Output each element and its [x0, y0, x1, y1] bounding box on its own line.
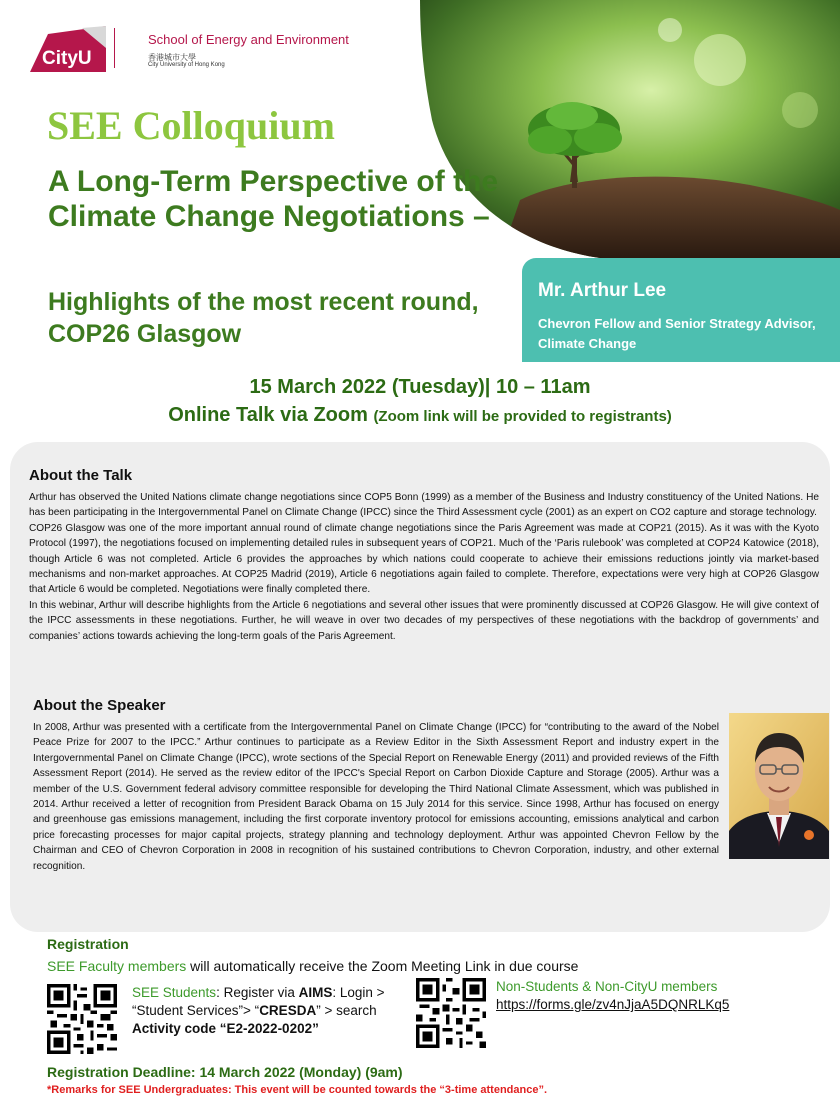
students-qr-code-icon[interactable] — [47, 984, 117, 1054]
about-talk-paragraph: In this webinar, Arthur will describe highlights from the Article 6 negotiations and several other issues that were prominently discussed at COP26 Glasgow. He will give context of the IPCC assessments in these negotiations. Further, he will weave in over two decades of my perspectives of these negotiations with the backdrop of governments’ and companies’ actions towards achieving the long-term goals of the Paris Agreement. — [29, 599, 819, 642]
aims-label: AIMS — [298, 985, 333, 1000]
cityu-logo-mark — [30, 26, 106, 72]
cityu-logo — [30, 20, 349, 72]
about-talk-paragraph: COP26 Glasgow was one of the more important annual round of climate change negotiations since the Paris Agreement was made at COP21 (2015). As it was with the Kyoto Protocol (1997), the negotiations focused on implementing detailed rules in subsequent years of COP21. Much of the ‘Paris rulebook’ was completed at COP24 Katowice (2018), though Article 6 was not completed. Article 6 provides the approaches by which nations could cooperate to achieve their emissions reductions jointly via market-based mechanisms and non-market approaches. At COP25 Madrid (2019), Article 6 negotiations again failed to complete. Therefore, expectations were very high at COP26 Glasgow that Article 6 would be completed. Negotiations were finally completed there. — [29, 522, 819, 596]
school-name: School of Energy and Environment — [148, 32, 349, 47]
non-students-registration — [496, 978, 816, 1014]
event-date-time: 15 March 2022 (Tuesday)| 10 – 11am — [249, 376, 591, 398]
talk-subtitle: Highlights of the most recent round, COP26 Glasgow — [48, 288, 479, 348]
about-speaker-body: In 2008, Arthur was presented with a certificate from the Intergovernmental Panel on Climate Change (IPCC) for “contributing to the award of the Nobel Peace Prize for 2007 to the IPCC.” Arthur continues to participate as a Review Editor in the Sixth Assessment Report and industry expert in the Intergovernmental Panel on Climate Change (IPCC), wrote sections of the Special Report on Renewable Energy (2011) and provided reviews of the Fifth Assessment Report (2014). He served as the review editor of the IPCC's Special Report on Carbon Dioxide Capture and Storage (2005). Arthur was a member of the U.S. Government federal advisory committee responsible for developing the Third National Climate Assessment, which was published in 2014. Arthur received a letter of recognition from President Barack Obama on 15 July 2014 for this service. Since 1998, Arthur has focused on energy and greenhouse gas emissions management, including the first corporate inventory protocol for emissions accounting, emissions analytical and carbon price forecasting processes for major capital projects, strategy planning and technology deployment. Arthur was appointed Chevron Fellow by the Chairman and CEO of Chevron Corporation in 2008 in recognition of his sustained contributions to Chevron Corporation, industry, and other external recognition. — [33, 722, 719, 872]
university-name-en: City University of Hong Kong — [148, 62, 225, 68]
students-label: SEE Students — [132, 985, 217, 1000]
university-name-zh: 香港城市大學 — [148, 53, 196, 62]
about-talk-paragraph: Arthur has observed the United Nations climate change negotiations since COP5 Bonn (1999) as a member of the Business and Industry constituency of the United Nations. He has been participating in the Intergovernmental Panel on Climate Change (IPCC) since the Third Assessment cycle (2001) as an expert on CO2 capture and storage technology. — [29, 492, 819, 519]
activity-code: Activity code “E2-2022-0202” — [132, 1021, 319, 1036]
about-talk-heading: About the Talk — [29, 467, 133, 484]
non-students-label: Non-Students & Non-CityU members — [496, 979, 718, 994]
students-text-1: : Register via — [216, 985, 299, 1000]
about-speaker-heading: About the Speaker — [33, 697, 166, 714]
speaker-name: Mr. Arthur Lee — [538, 280, 667, 301]
logo-divider — [114, 28, 115, 68]
faculty-label: SEE Faculty members — [47, 958, 187, 974]
students-text-3: ” > search — [316, 1003, 377, 1018]
students-registration — [132, 984, 402, 1038]
students-text-2: : Login > “Student Services”> “ — [132, 985, 385, 1018]
registration-deadline: Registration Deadline: 14 March 2022 (Monday) (9am) — [47, 1064, 403, 1080]
undergraduate-remarks: *Remarks for SEE Undergraduates: This event will be counted towards the “3-time attendance”. — [47, 1084, 548, 1096]
faculty-registration-note — [47, 958, 578, 974]
speaker-role: Chevron Fellow and Senior Strategy Advisor, Climate Change — [538, 316, 816, 351]
series-title: SEE Colloquium — [47, 103, 335, 148]
speaker-photo — [729, 713, 829, 859]
faculty-text: will automatically receive the Zoom Meeting Link in due course — [186, 958, 579, 974]
zoom-link-note: (Zoom link will be provided to registrants) — [373, 408, 672, 425]
registration-heading: Registration — [47, 936, 129, 952]
cresda-label: CRESDA — [259, 1003, 317, 1018]
speaker-box — [522, 258, 840, 362]
non-students-qr-code-icon[interactable] — [416, 978, 486, 1048]
talk-title: A Long-Term Perspective of the Climate Change Negotiations – — [48, 165, 499, 233]
online-talk-line — [0, 404, 840, 427]
logo-mark-text: CityU — [42, 48, 92, 69]
about-talk-body — [29, 490, 819, 644]
registration-form-link[interactable]: https://forms.gle/zv4nJjaA5DQNRLKq5 — [496, 997, 730, 1012]
online-talk-label: Online Talk via Zoom — [168, 404, 368, 426]
